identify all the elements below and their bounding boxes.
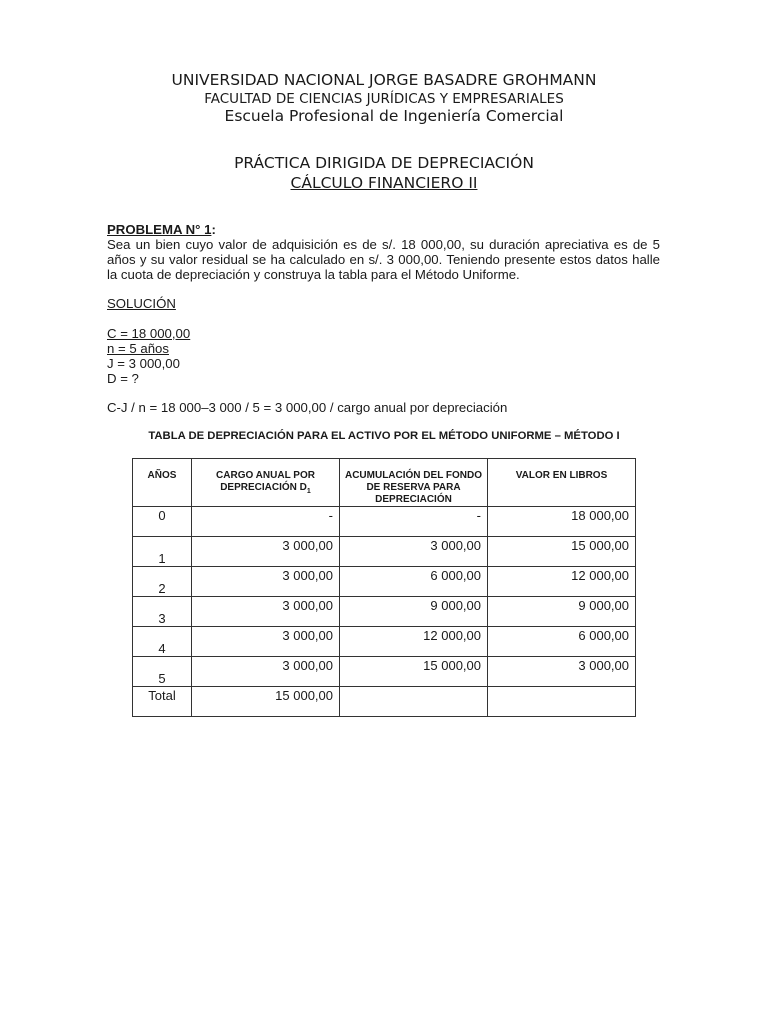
course-title-text: CÁLCULO FINANCIERO II (290, 174, 478, 192)
cell-charge: 3 000,00 (192, 627, 340, 657)
table-header-row (133, 459, 636, 507)
table-row (133, 597, 636, 627)
faculty-name: FACULTAD DE CIENCIAS JURÍDICAS Y EMPRESARIALES (204, 91, 564, 107)
cell-year: 3 (133, 597, 192, 627)
given-j: J = 3 000,00 (107, 356, 180, 371)
table-row (133, 627, 636, 657)
cell-charge: 3 000,00 (192, 537, 340, 567)
solution-label: SOLUCIÓN (107, 296, 176, 311)
given-c: C = 18 000,00 (107, 326, 191, 341)
cell-charge: 3 000,00 (192, 567, 340, 597)
cell-book: 18 000,00 (488, 507, 636, 537)
cell-accum: - (340, 507, 488, 537)
cell-accum: 12 000,00 (340, 627, 488, 657)
cell-total-label: Total (133, 687, 192, 717)
cell-accum: 3 000,00 (340, 537, 488, 567)
cell-empty (488, 687, 636, 717)
header-charge-text: CARGO ANUAL POR DEPRECIACIÓN D (216, 470, 315, 493)
course-title (0, 174, 768, 192)
header-charge-sub: 1 (306, 488, 311, 495)
table-row (133, 507, 636, 537)
cell-accum: 6 000,00 (340, 567, 488, 597)
given-n: n = 5 años (107, 341, 169, 356)
table-total-row (133, 687, 636, 717)
cell-charge: 3 000,00 (192, 597, 340, 627)
cell-book: 9 000,00 (488, 597, 636, 627)
header-accum: ACUMULACIÓN DEL FONDO DE RESERVA PARA DEPRECIACIÓN (340, 459, 488, 507)
cell-empty (340, 687, 488, 717)
cell-year: 4 (133, 627, 192, 657)
cell-year: 5 (133, 657, 192, 687)
problem-heading-colon: : (211, 222, 216, 237)
header-years: AÑOS (133, 459, 192, 507)
cell-book: 12 000,00 (488, 567, 636, 597)
cell-charge: 3 000,00 (192, 657, 340, 687)
problem-heading-text: PROBLEMA N° 1 (107, 222, 212, 237)
table-row (133, 537, 636, 567)
header-charge (192, 459, 340, 507)
problem-statement: Sea un bien cuyo valor de adquisición es de s/. 18 000,00, su duración apreciativa es de 5 años y su valor residual se ha calculado en s/. 3 000,00. Teniendo presente estos datos halle la cuota de depreciación y construya la tabla para el Método Uniforme. (107, 237, 660, 282)
cell-year: 0 (133, 507, 192, 537)
table-row (133, 657, 636, 687)
header-book: VALOR EN LIBROS (488, 459, 636, 507)
table-row (133, 567, 636, 597)
given-d: D = ? (107, 371, 139, 386)
cell-accum: 9 000,00 (340, 597, 488, 627)
cell-book: 3 000,00 (488, 657, 636, 687)
cell-year: 2 (133, 567, 192, 597)
cell-charge: - (192, 507, 340, 537)
cell-book: 6 000,00 (488, 627, 636, 657)
formula-line: C-J / n = 18 000–3 000 / 5 = 3 000,00 / cargo anual por depreciación (107, 400, 508, 415)
university-name: UNIVERSIDAD NACIONAL JORGE BASADRE GROHMANN (171, 71, 597, 89)
cell-accum: 15 000,00 (340, 657, 488, 687)
cell-book: 15 000,00 (488, 537, 636, 567)
cell-total-charge: 15 000,00 (192, 687, 340, 717)
cell-year: 1 (133, 537, 192, 567)
practice-title: PRÁCTICA DIRIGIDA DE DEPRECIACIÓN (234, 154, 534, 172)
table-title: TABLA DE DEPRECIACIÓN PARA EL ACTIVO POR EL MÉTODO UNIFORME – MÉTODO I (148, 430, 620, 442)
problem-heading (107, 222, 660, 237)
depreciation-table (132, 458, 636, 717)
school-name: Escuela Profesional de Ingeniería Comercial (224, 107, 564, 125)
